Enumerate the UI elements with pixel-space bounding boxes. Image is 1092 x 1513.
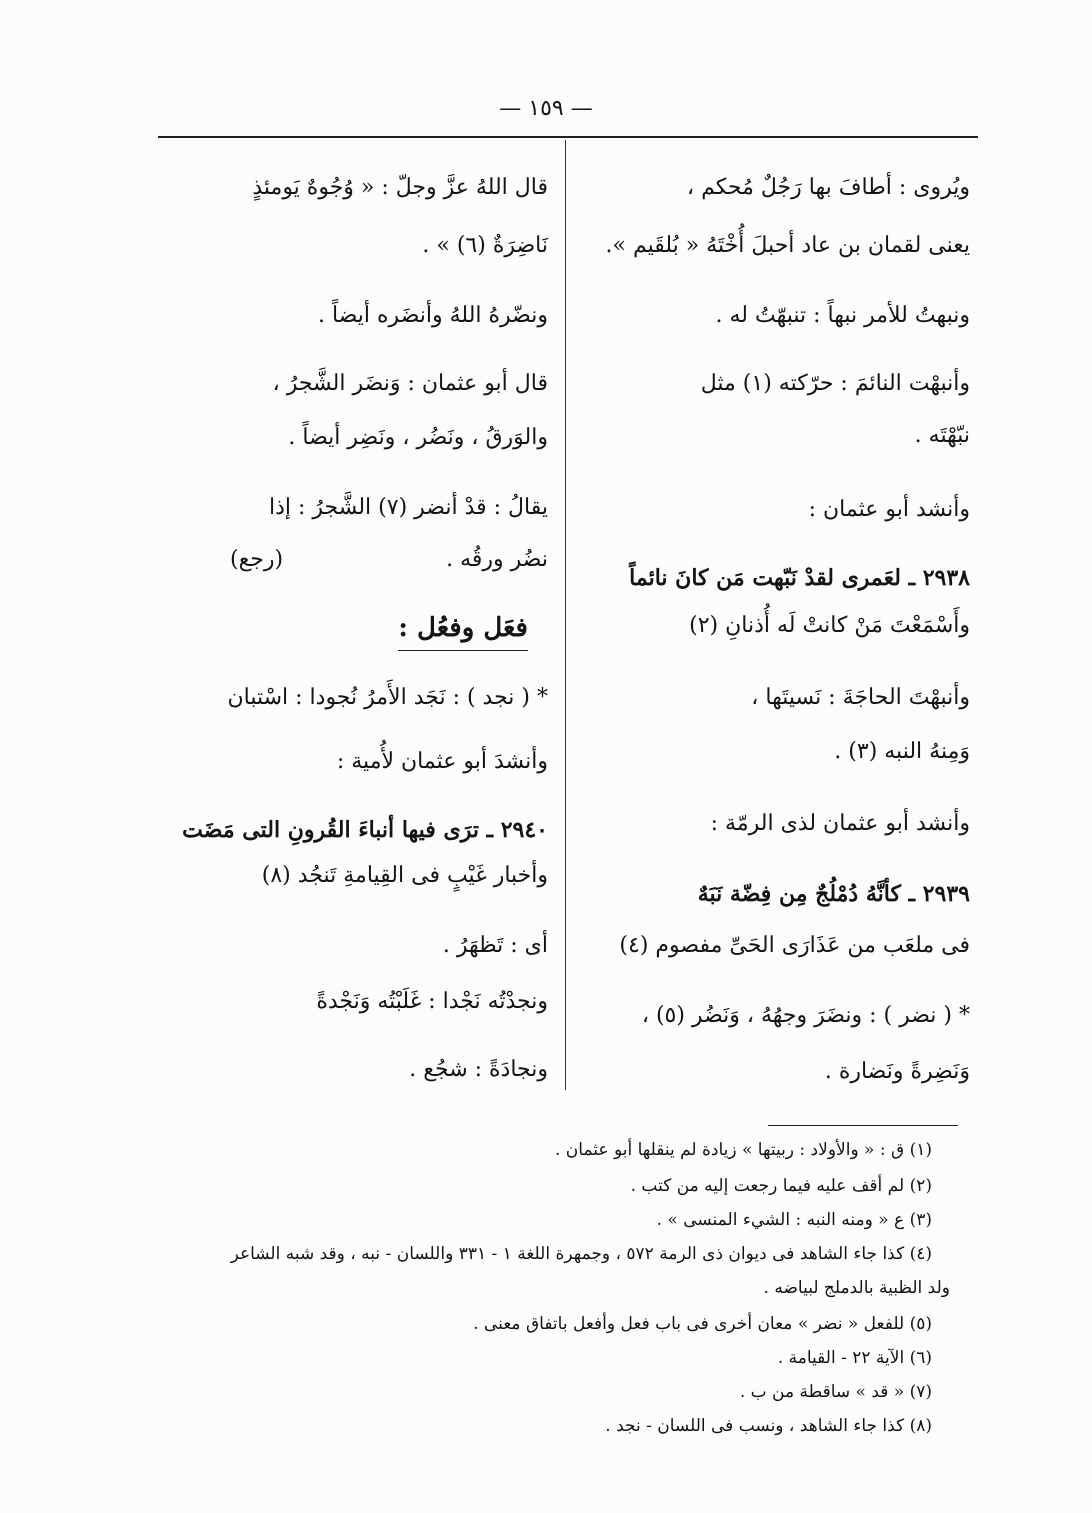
footnote: (٥) للفعل « نضر » معان أخرى فى باب فعل وأفعل باتفاق معنى .: [473, 1314, 932, 1334]
text-line: قال أبو عثمان : وَنضَر الشَّجرُ ،: [272, 371, 548, 396]
text-line: نضُر ورقُه .: [446, 547, 548, 572]
page-number: — ١٥٩ —: [499, 96, 593, 121]
text-line: نبّهْتَه .: [914, 423, 970, 448]
footnote: (٣) ع « ومنه النبه : الشيء المنسى » .: [656, 1210, 932, 1230]
text-line: ونضّرهُ اللهُ وأنضَره أيضاً .: [318, 303, 548, 328]
section-heading-underline: [398, 650, 528, 651]
text-line: وأنبهْتَ الحاجَةَ : نَسيتَها ،: [751, 685, 970, 710]
text-line: وأنشد أبو عثمان :: [808, 497, 970, 522]
footnote-continuation: ولد الظبية بالدملج لبياضه .: [763, 1278, 950, 1298]
footnote: (٢) لم أقف عليه فيما رجعت إليه من كتب .: [630, 1176, 932, 1196]
verse-line: ٢٩٤٠ ـ ترَى فيها أنباءَ القُرونِ التى مَضَت: [182, 817, 548, 843]
verse-line: فى ملعَب من عَذَارَى الحَىِّ مفصوم (٤): [619, 933, 970, 958]
footnote-rule: [768, 1125, 958, 1126]
section-heading: فعَل وفعُل :: [398, 613, 528, 643]
column-divider: [565, 140, 566, 1090]
text-line: قال اللهُ عزَّ وجلّ : « وُجُوهٌ يَومئذٍ: [252, 175, 548, 200]
text-line: يعنى لقمان بن عاد أحبلَ أُخْتَهُ « بُلقَيم ».: [605, 233, 970, 258]
text-line: وأنشدَ أبو عثمان لأُمية :: [336, 749, 548, 774]
text-line: وَمِنهُ النبه (٣) .: [834, 739, 970, 764]
verse-line: وأَسْمَعْتَ مَنْ كانتْ لَه أُذنانِ (٢): [689, 613, 970, 638]
footnote: (٨) كذا جاء الشاهد ، ونسب فى اللسان - نجد .: [605, 1416, 932, 1436]
text-line: ويُروى : أطافَ بها رَجُلٌ مُحكم ،: [687, 175, 970, 200]
footnote: (٦) الآية ٢٢ - القيامة .: [777, 1348, 932, 1368]
header-rule: [158, 136, 978, 138]
verse-line: ٢٩٣٨ ـ لعَمرى لقدْ نَبّهت مَن كانَ نائماً: [629, 565, 970, 591]
text-line: * ( نجد ) : نَجَد الأَمرُ نُجودا : اسْتبان: [227, 685, 548, 710]
verse-line: وأخبار غَيْبٍ فى القِيامةِ تَنجُد (٨): [261, 863, 548, 888]
text-line: ونبهتُ للأمر نبهاً : تنبهّتُ له .: [715, 303, 970, 328]
text-line: يقالُ : قدْ أنضر (٧) الشَّجرُ : إذا: [268, 495, 548, 520]
footnote: (٧) « قد » ساقطة من ب .: [739, 1382, 932, 1402]
return-marker: (رجع): [230, 547, 284, 572]
text-line: * ( نضر ) : ونضَرَ وجهُهُ ، وَنَضُر (٥) ،: [641, 1003, 970, 1028]
text-line: نَاضِرَةٌ (٦) » .: [422, 233, 548, 258]
text-line: ونجدْتُه نَجْدا : غَلَبْتُه وَنَجْدةً: [316, 989, 548, 1014]
text-line: ونجادَةً : شجُع .: [409, 1057, 548, 1082]
verse-line: ٢٩٣٩ ـ كأنَّهُ دُمْلُجٌ مِن فِضّة نَبَهٌ: [697, 881, 970, 907]
text-line: والوَرقُ ، ونَضُر ، ونَضِر أيضاً .: [288, 425, 548, 450]
footnote: (٤) كذا جاء الشاهد فى ديوان ذى الرمة ٥٧٢ ، وجمهرة اللغة ١ - ٣٣١ واللسان - نبه ، وقد شبه الشاعر: [230, 1244, 932, 1264]
text-line: أى : تَظهَرُ .: [442, 933, 548, 958]
text-line: وأنبهْت النائمَ : حرّكته (١) مثل: [700, 371, 970, 396]
footnote: (١) ق : « والأولاد : ربيتها » زيادة لم ينقلها أبو عثمان .: [554, 1140, 932, 1160]
text-line: وَنَضِرةً ونَضارة .: [824, 1059, 970, 1084]
text-line: وأنشد أبو عثمان لذى الرمّة :: [710, 811, 970, 836]
